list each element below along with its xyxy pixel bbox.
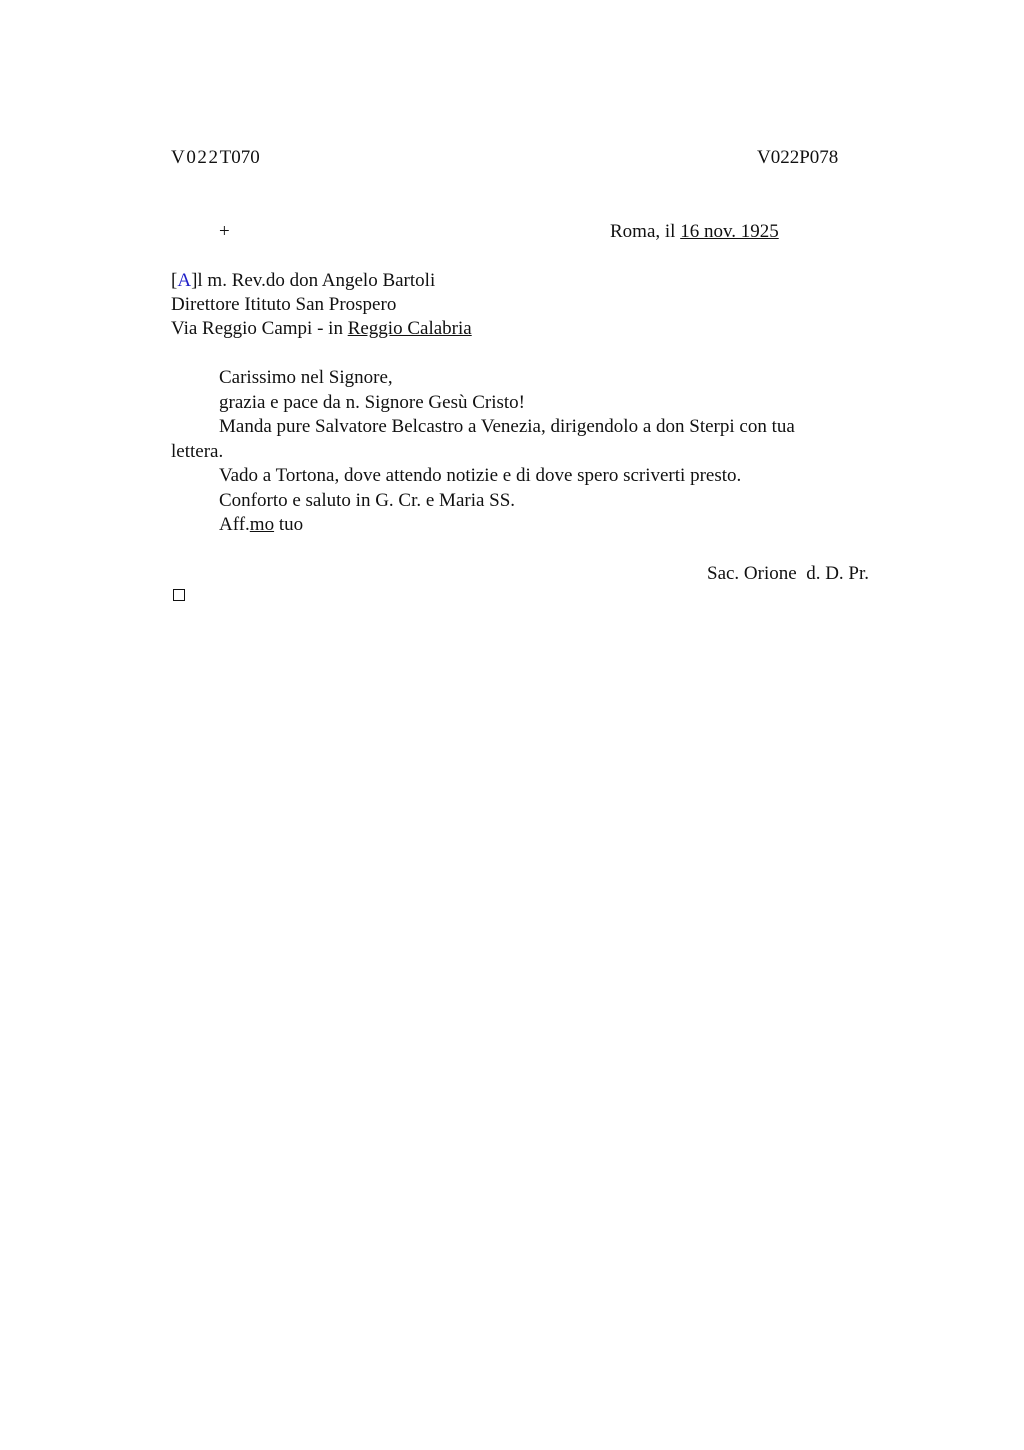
closing xyxy=(219,513,303,537)
bracket-close: ] xyxy=(191,270,198,291)
blessing: grazia e pace da n. Signore Gesù Cristo! xyxy=(219,392,526,413)
cross-symbol: + xyxy=(219,221,230,242)
signature xyxy=(707,562,869,586)
address-line-3 xyxy=(171,317,472,341)
paragraph-1-line-1: Manda pure Salvatore Belcastro a Venezia, dirigendolo a don Sterpi con tua xyxy=(219,416,795,437)
end-of-document-square-icon xyxy=(173,589,185,601)
bracket-open: [ xyxy=(171,270,178,291)
paragraph-3: Conforto e saluto in G. Cr. e Maria SS. xyxy=(219,490,516,511)
closing-abbrev: mo xyxy=(249,514,275,535)
document-code-right: V022P078 xyxy=(757,147,839,168)
letter-date: 16 nov. 1925 xyxy=(680,221,779,242)
closing-suffix: tuo xyxy=(274,514,304,535)
recipient-name: l m. Rev.do don Angelo Bartoli xyxy=(197,270,436,291)
document-code-left xyxy=(171,146,260,170)
signature-text: Sac. Orione d. D. Pr. xyxy=(707,563,870,584)
paragraph-2: Vado a Tortona, dove attendo notizie e di dove spero scriverti presto. xyxy=(219,465,742,486)
greeting: Carissimo nel Signore, xyxy=(219,367,393,388)
address-line-1 xyxy=(171,269,435,293)
closing-prefix: Aff. xyxy=(219,514,250,535)
paragraph-1-line-2: lettera. xyxy=(171,441,224,462)
street: Via Reggio Campi - in xyxy=(171,318,348,339)
address-line-2: Direttore Itituto San Prospero xyxy=(171,294,397,315)
place-date xyxy=(610,220,779,244)
city: Reggio Calabria xyxy=(347,318,472,339)
editorial-letter: A xyxy=(177,270,192,291)
code-suffix: T070 xyxy=(219,147,260,168)
code-prefix: V022 xyxy=(171,147,220,168)
place-prefix: Roma, il xyxy=(610,221,681,242)
